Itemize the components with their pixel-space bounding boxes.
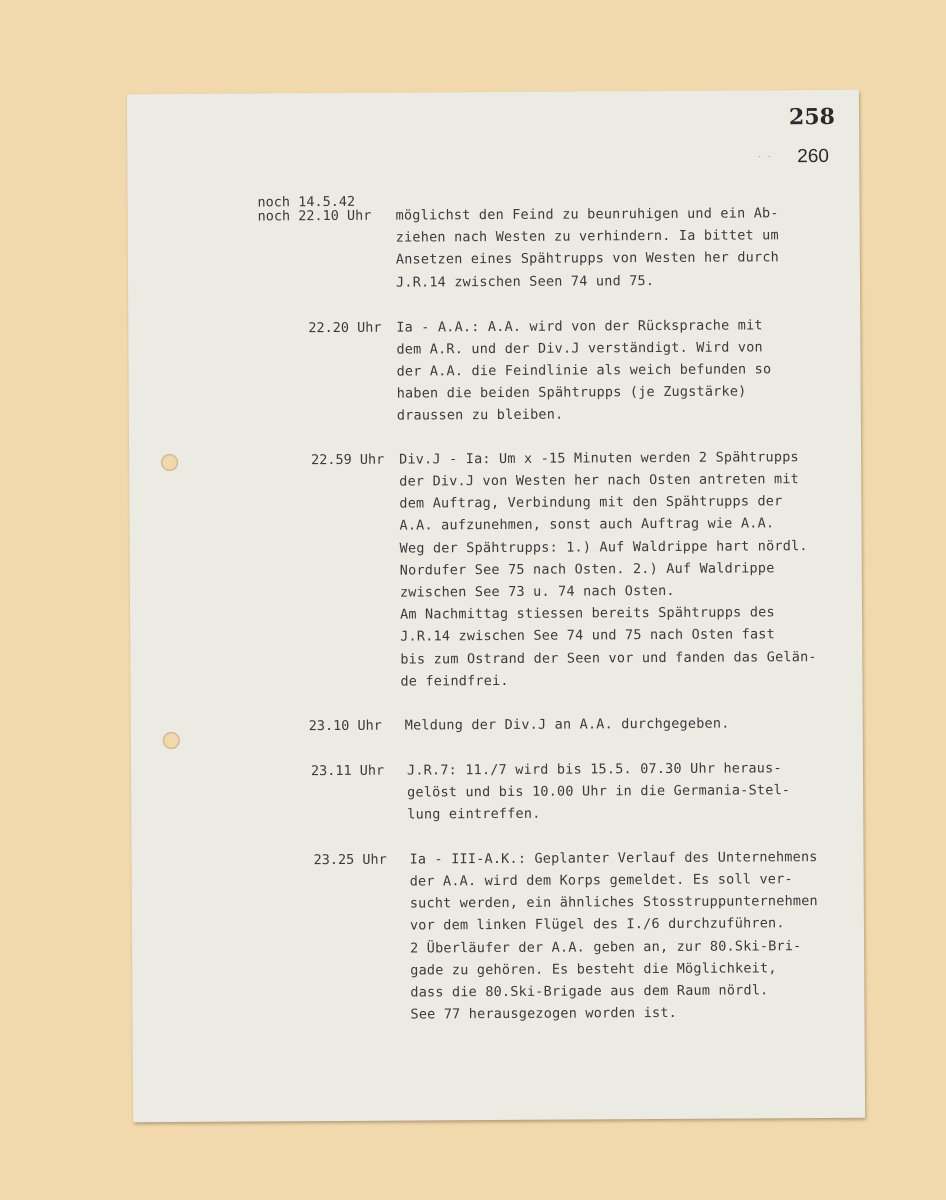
entry-line: der A.A. die Feindlinie als weich befunden so <box>396 361 772 380</box>
entry-line: Nordufer See 75 nach Osten. 2.) Auf Waldrippe <box>399 560 775 579</box>
entry-line: zwischen See 73 u. 74 nach Osten. <box>399 582 675 601</box>
document-page <box>127 90 865 1122</box>
entry-time: 22.59 Uhr <box>311 451 385 469</box>
entry-line: Meldung der Div.J an A.A. durchgegeben. <box>404 715 730 734</box>
pencil-mark: · · <box>757 152 772 162</box>
entry-line: de feindfrei. <box>400 672 509 690</box>
entry-time: 23.25 Uhr <box>313 851 387 869</box>
entry-line: vor dem linken Flügel des I./6 durchzuführen. <box>409 915 785 934</box>
entry-line: bis zum Ostrand der Seen vor und fanden das Gelän- <box>400 649 817 668</box>
entry-line: dem Auftrag, Verbindung mit den Spähtrupps der <box>399 493 783 512</box>
entry-line: Ansetzen eines Spähtrupps von Westen her durch <box>395 249 780 268</box>
date-line: noch 14.5.42 <box>257 193 356 211</box>
entry-line: draussen zu bleiben. <box>396 406 564 424</box>
punch-hole-bottom <box>163 732 180 749</box>
entry-line: See 77 herausgezogen worden ist. <box>410 1004 678 1023</box>
entry-line: J.R.14 zwischen Seen 74 und 75. <box>395 273 655 291</box>
entry-time: 22.20 Uhr <box>308 319 382 337</box>
entry-line: ziehen nach Westen zu verhindern. Ia bittet um <box>395 227 779 246</box>
entry-line: lung eintreffen. <box>407 805 541 823</box>
entry-line: Ia - III-A.K.: Geplanter Verlauf des Unternehmens <box>409 849 818 868</box>
page-number-handwritten: 260 <box>797 145 830 168</box>
entry-line: dem A.R. und der Div.J verständigt. Wird von <box>396 339 763 358</box>
entry-line: 2 Überläufer der A.A. geben an, zur 80.Ski-Bri- <box>410 938 802 957</box>
entry-line: möglichst den Feind zu beunruhigen und ein Ab- <box>395 205 779 224</box>
punch-hole-top <box>161 454 178 471</box>
entry-line: der Div.J von Westen her nach Osten antreten mit <box>399 471 800 490</box>
entry-line: gelöst und bis 10.00 Uhr in die Germania-Stel- <box>407 782 791 801</box>
entry-line: dass die 80.Ski-Brigade aus dem Raum nördl. <box>410 982 769 1001</box>
entry-time: 23.10 Uhr <box>308 717 382 735</box>
entry-line: Ia - A.A.: A.A. wird von der Rücksprache mit <box>396 317 763 336</box>
entry-time: 23.11 Uhr <box>310 762 385 780</box>
entry-line: der A.A. wird dem Korps gemeldet. Es soll ver- <box>409 871 793 890</box>
entry-line: Am Nachmittag stiessen bereits Spähtrupps des <box>400 604 775 623</box>
entry-line: J.R.14 zwischen See 74 und 75 nach Osten fast <box>400 626 775 645</box>
entry-line: Weg der Spähtrupps: 1.) Auf Waldrippe hart nördl. <box>399 538 808 557</box>
entry-line: A.A. aufzunehmen, sonst auch Auftrag wie A.A. <box>399 515 775 534</box>
entry-time: noch 22.10 Uhr <box>257 207 372 225</box>
entry-line: gade zu gehören. Es besteht die Möglichkeit, <box>410 960 777 979</box>
entry-line: sucht werden, ein ähnliches Stosstruppunternehmen <box>409 893 818 912</box>
entry-line: Div.J - Ia: Um x -15 Minuten werden 2 Spähtrupps <box>399 449 799 468</box>
entry-line: J.R.7: 11./7 wird bis 15.5. 07.30 Uhr heraus- <box>406 760 782 779</box>
entry-line: haben die beiden Spähtrupps (je Zugstärke) <box>396 383 747 402</box>
page-number-stamped: 258 <box>788 103 836 131</box>
